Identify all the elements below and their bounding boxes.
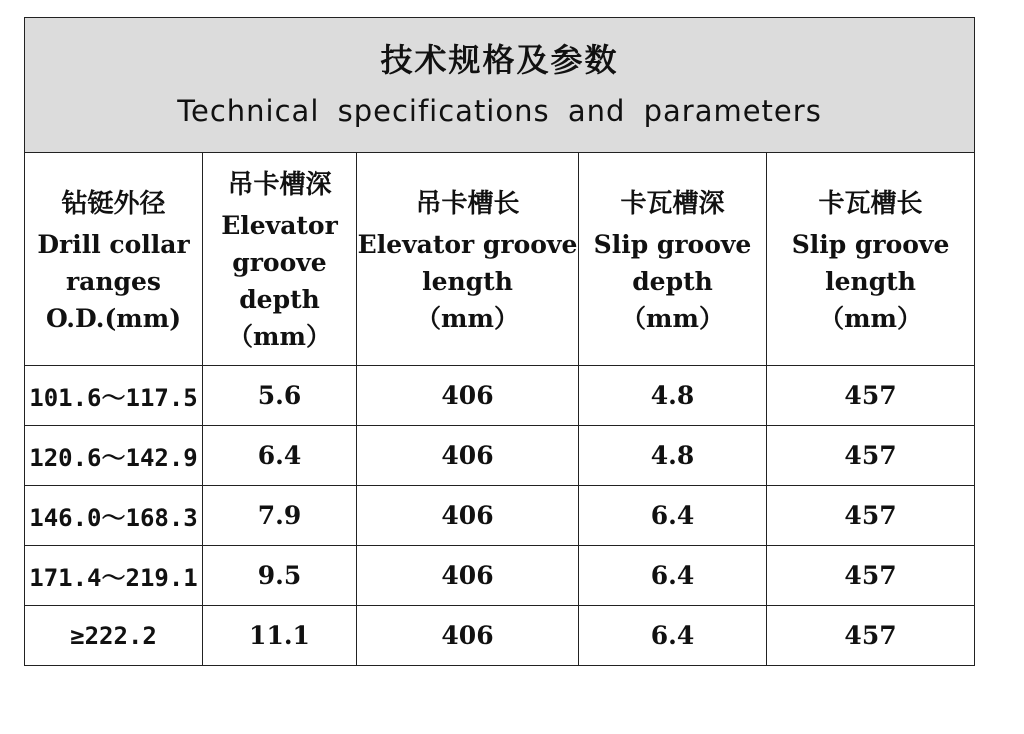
table-row (25, 426, 975, 486)
cell-slip-depth: 6.4 (579, 606, 767, 666)
header-elevator-groove-depth (203, 153, 357, 366)
table-row (25, 546, 975, 606)
header-drill-collar-od (25, 153, 203, 366)
cell-elevator-depth: 11.1 (203, 606, 357, 666)
cell-elevator-length: 406 (357, 486, 579, 546)
table-title (25, 18, 975, 153)
header-label-en: Slip groove length （mm） (791, 229, 950, 333)
table-row (25, 606, 975, 666)
cell-od-range: 171.4～219.1 (25, 546, 203, 606)
header-label-cn: 卡瓦槽深 (620, 188, 725, 219)
header-label-en: Slip groove depth （mm） (593, 229, 752, 333)
spec-table (24, 17, 975, 666)
table-row (25, 486, 975, 546)
cell-slip-depth: 4.8 (579, 426, 767, 486)
cell-elevator-length: 406 (357, 366, 579, 426)
cell-slip-length: 457 (767, 546, 975, 606)
cell-od-range: ≥222.2 (25, 606, 203, 666)
cell-slip-length: 457 (767, 426, 975, 486)
title-row (25, 18, 975, 153)
cell-od-range: 101.6～117.5 (25, 366, 203, 426)
cell-slip-depth: 6.4 (579, 546, 767, 606)
cell-elevator-depth: 9.5 (203, 546, 357, 606)
header-label-en: Elevator groove depth （mm） (221, 211, 338, 351)
cell-slip-length: 457 (767, 486, 975, 546)
cell-elevator-length: 406 (357, 426, 579, 486)
header-label-cn: 吊卡槽长 (415, 188, 520, 219)
cell-slip-depth: 4.8 (579, 366, 767, 426)
cell-od-range: 146.0～168.3 (25, 486, 203, 546)
cell-slip-length: 457 (767, 606, 975, 666)
header-label-en: Drill collar ranges O.D.(mm) (37, 229, 190, 333)
header-slip-groove-depth (579, 153, 767, 366)
cell-slip-length: 457 (767, 366, 975, 426)
header-label-cn: 钻铤外径 (61, 188, 166, 219)
header-label-cn: 吊卡槽深 (227, 170, 332, 200)
cell-elevator-depth: 7.9 (203, 486, 357, 546)
cell-elevator-length: 406 (357, 606, 579, 666)
cell-slip-depth: 6.4 (579, 486, 767, 546)
header-slip-groove-length (767, 153, 975, 366)
title-chinese: 技术规格及参数 (380, 41, 619, 79)
header-label-en: Elevator groove length （mm） (357, 229, 578, 333)
header-elevator-groove-length (357, 153, 579, 366)
header-label-cn: 卡瓦槽长 (818, 188, 923, 219)
cell-od-range: 120.6～142.9 (25, 426, 203, 486)
header-row (25, 153, 975, 366)
cell-elevator-length: 406 (357, 546, 579, 606)
table-row (25, 366, 975, 426)
cell-elevator-depth: 6.4 (203, 426, 357, 486)
cell-elevator-depth: 5.6 (203, 366, 357, 426)
title-english: Technical specifications and parameters (177, 94, 822, 128)
